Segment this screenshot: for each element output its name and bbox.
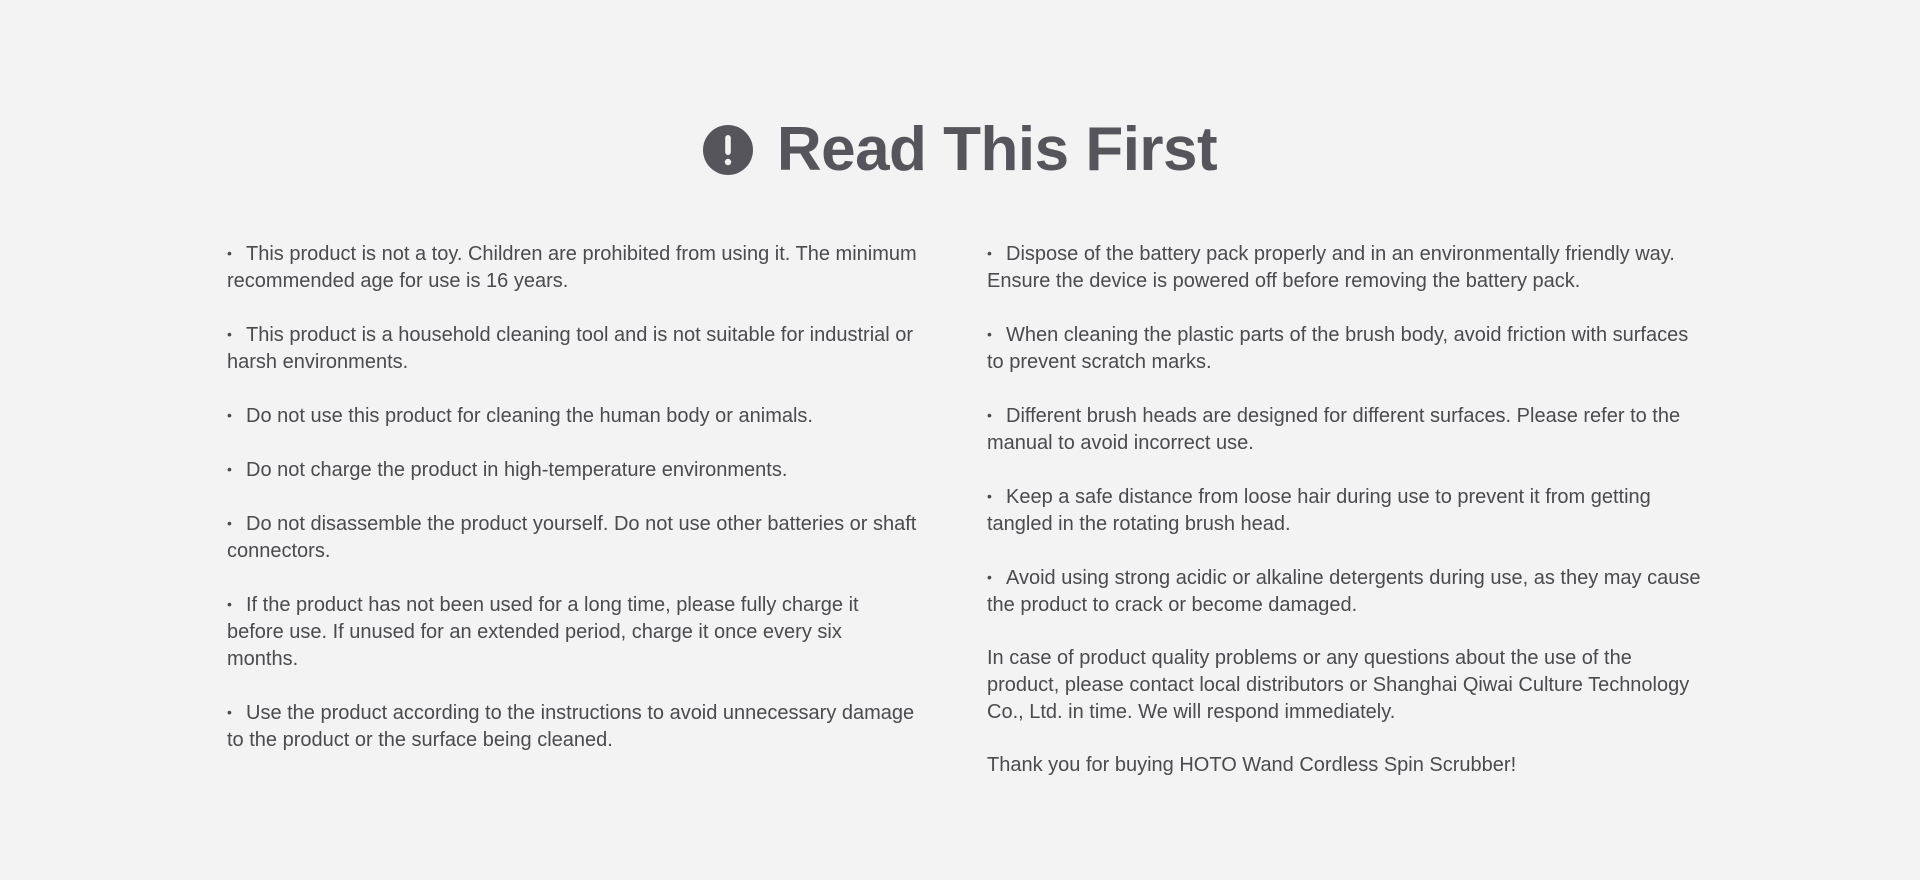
list-item <box>227 699 917 754</box>
item-text: When cleaning the plastic parts of the brush body, avoid friction with surfaces to prevent scratch marks. <box>987 324 1689 373</box>
bullet: • <box>227 704 232 720</box>
bullet: • <box>227 596 232 612</box>
list-item <box>987 564 1707 619</box>
list-item <box>227 591 917 673</box>
bullet: • <box>987 569 992 585</box>
list-item <box>227 240 917 295</box>
list-item <box>987 240 1707 295</box>
item-text: Do not charge the product in high-temperature environments. <box>246 459 788 481</box>
bullet: • <box>987 326 992 342</box>
page-header <box>0 110 1920 190</box>
page-title: Read This First <box>776 115 1218 184</box>
bullet: • <box>987 245 992 261</box>
item-text: This product is a household cleaning tool and is not suitable for industrial or harsh environments. <box>227 324 914 373</box>
item-text: Do not disassemble the product yourself. Do not use other batteries or shaft connectors. <box>227 513 917 562</box>
bullet: • <box>227 461 232 477</box>
list-item <box>987 402 1707 457</box>
list-item <box>227 321 917 376</box>
contact-note: In case of product quality problems or any questions about the use of the product, please contact local distributors or Shanghai Qiwai Culture Technology Co., Ltd. in time. We will respond immediately. <box>987 647 1690 723</box>
item-text: Dispose of the battery pack properly and in an environmentally friendly way. Ensure the device is powered off before removing the battery pack. <box>987 243 1675 292</box>
bullet: • <box>227 407 232 423</box>
exclamation-circle-icon <box>703 125 753 175</box>
item-text: If the product has not been used for a long time, please fully charge it before use. If unused for an extended period, charge it once every six months. <box>227 594 859 670</box>
bullet: • <box>987 407 992 423</box>
thank-you-note: Thank you for buying HOTO Wand Cordless Spin Scrubber! <box>987 754 1517 776</box>
bullet: • <box>227 326 232 342</box>
bullet: • <box>987 488 992 504</box>
list-item <box>227 402 917 430</box>
left-column <box>227 240 917 780</box>
item-text: Different brush heads are designed for different surfaces. Please refer to the manual to avoid incorrect use. <box>987 405 1681 454</box>
list-item <box>987 321 1707 376</box>
item-text: Keep a safe distance from loose hair during use to prevent it from getting tangled in the rotating brush head. <box>987 486 1651 535</box>
bullet: • <box>227 515 232 531</box>
list-item <box>227 510 917 565</box>
item-text: Avoid using strong acidic or alkaline detergents during use, as they may cause the product to crack or become damaged. <box>987 567 1701 616</box>
item-text: Do not use this product for cleaning the human body or animals. <box>246 405 813 427</box>
item-text: Use the product according to the instructions to avoid unnecessary damage to the product or the surface being cleaned. <box>227 702 915 751</box>
bullet: • <box>227 245 232 261</box>
item-text: This product is not a toy. Children are prohibited from using it. The minimum recommended age for use is 16 years. <box>227 243 917 292</box>
right-column <box>987 240 1707 805</box>
list-item <box>987 483 1707 538</box>
list-item <box>227 456 917 484</box>
